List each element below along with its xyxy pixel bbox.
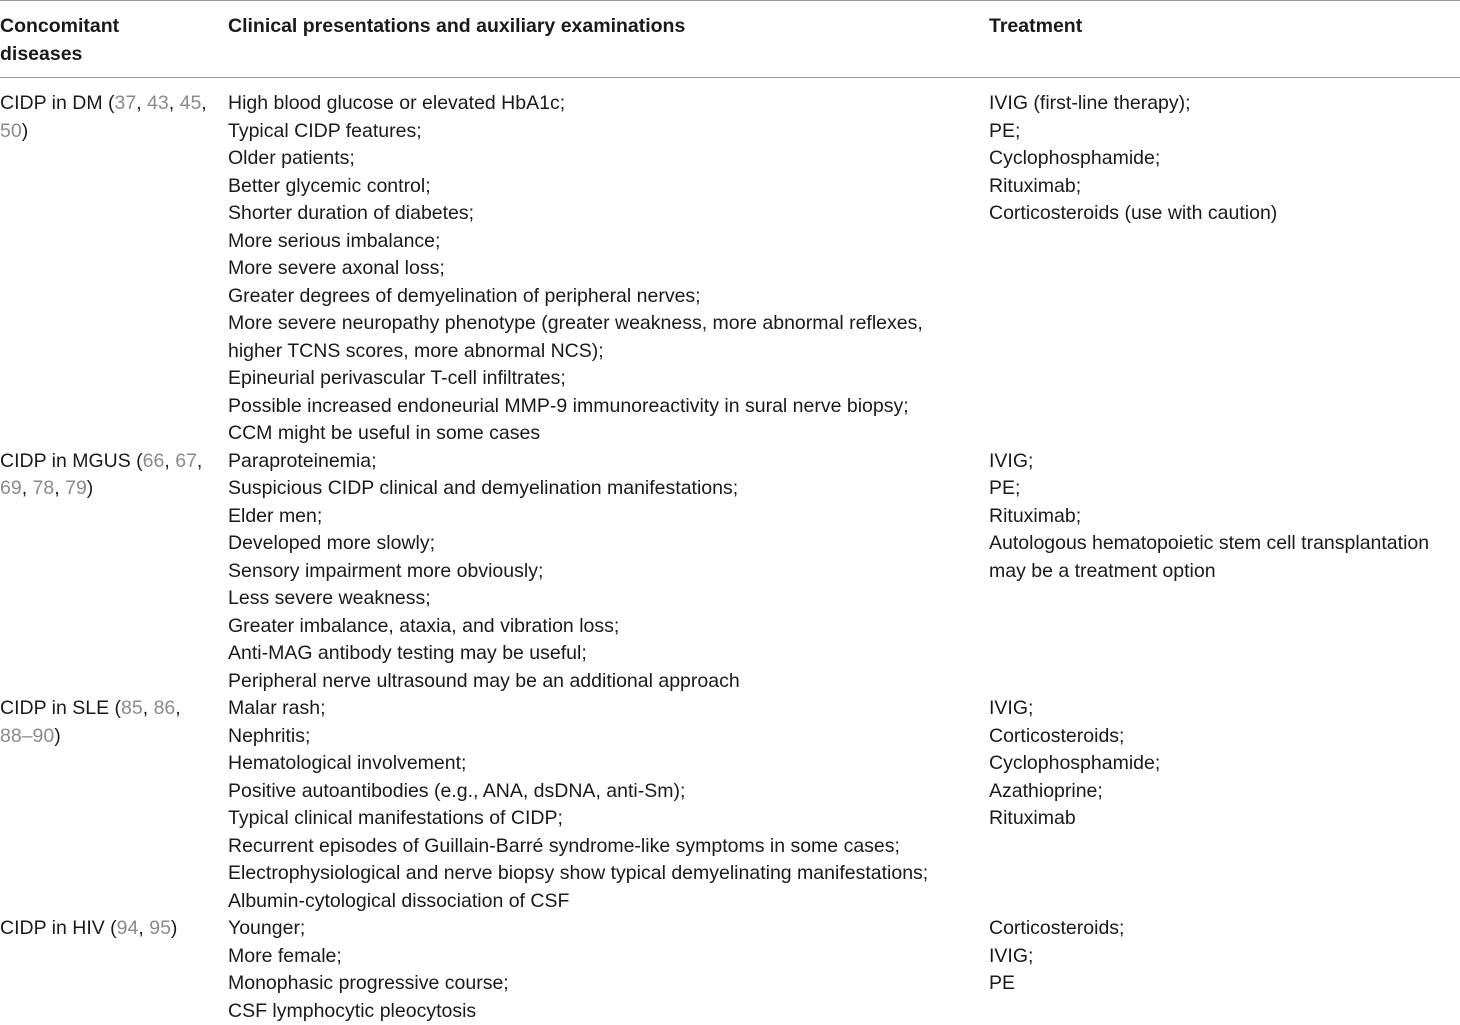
- table-body: [0, 90, 1460, 1025]
- treatment-item: may be a treatment option: [989, 558, 1449, 586]
- treatment-item: IVIG;: [989, 695, 1449, 723]
- treatment-item: Corticosteroids (use with caution): [989, 200, 1449, 228]
- treatment-item: Cyclophosphamide;: [989, 145, 1449, 173]
- cell-concomitant-disease: [0, 90, 215, 145]
- disease-line-2: 69, 78, 79): [0, 475, 215, 503]
- reference-link: 43: [147, 92, 169, 114]
- treatment-item: IVIG (first-line therapy);: [989, 90, 1449, 118]
- presentation-item: Younger;: [228, 915, 968, 943]
- presentation-item: More female;: [228, 943, 968, 971]
- presentation-item: Malar rash;: [228, 695, 968, 723]
- reference-link: 78: [33, 477, 55, 499]
- presentation-item: More severe neuropathy phenotype (greater weakness, more abnormal reflexes,: [228, 310, 968, 338]
- cell-concomitant-disease: [0, 915, 215, 943]
- presentation-item: Typical clinical manifestations of CIDP;: [228, 805, 968, 833]
- reference-link: 37: [115, 92, 137, 114]
- presentation-item: CSF lymphocytic pleocytosis: [228, 998, 968, 1025]
- treatment-item: Rituximab: [989, 805, 1449, 833]
- presentation-item: More serious imbalance;: [228, 228, 968, 256]
- cell-clinical-presentations: [228, 695, 968, 915]
- presentation-item: Peripheral nerve ultrasound may be an additional approach: [228, 668, 968, 696]
- disease-line-1: CIDP in MGUS (66, 67,: [0, 448, 215, 476]
- presentation-item: Nephritis;: [228, 723, 968, 751]
- table-row: [0, 915, 1460, 1025]
- presentation-item: Monophasic progressive course;: [228, 970, 968, 998]
- table-top-rule: [0, 0, 1460, 1]
- presentation-item: Recurrent episodes of Guillain-Barré syndrome-like symptoms in some cases;: [228, 833, 968, 861]
- presentation-item: Elder men;: [228, 503, 968, 531]
- treatment-item: PE;: [989, 118, 1449, 146]
- reference-link: 66: [143, 450, 165, 472]
- disease-line-1: CIDP in SLE (85, 86,: [0, 695, 215, 723]
- presentation-item: Older patients;: [228, 145, 968, 173]
- presentation-item: Possible increased endoneurial MMP-9 immunoreactivity in sural nerve biopsy;: [228, 393, 968, 421]
- table-header-rule: [0, 77, 1460, 78]
- presentation-item: Sensory impairment more obviously;: [228, 558, 968, 586]
- disease-line-1: CIDP in DM (37, 43, 45,: [0, 90, 215, 118]
- disease-line-1: CIDP in HIV (94, 95): [0, 915, 215, 943]
- presentation-item: More severe axonal loss;: [228, 255, 968, 283]
- presentation-item: Paraproteinemia;: [228, 448, 968, 476]
- header-treatment: Treatment: [989, 13, 1449, 41]
- disease-close-paren: ): [22, 120, 29, 142]
- treatment-item: Cyclophosphamide;: [989, 750, 1449, 778]
- presentation-item: High blood glucose or elevated HbA1c;: [228, 90, 968, 118]
- cell-concomitant-disease: [0, 695, 215, 750]
- presentation-item: Better glycemic control;: [228, 173, 968, 201]
- disease-close-paren: ): [87, 477, 94, 499]
- table-row: [0, 448, 1460, 696]
- cell-clinical-presentations: [228, 915, 968, 1025]
- presentation-item: Greater imbalance, ataxia, and vibration loss;: [228, 613, 968, 641]
- disease-line-2: [0, 723, 215, 751]
- cell-treatment: [989, 90, 1449, 228]
- presentation-item: Shorter duration of diabetes;: [228, 200, 968, 228]
- treatment-item: Rituximab;: [989, 173, 1449, 201]
- treatment-item: Corticosteroids;: [989, 915, 1449, 943]
- treatment-item: IVIG;: [989, 448, 1449, 476]
- reference-link: 94: [117, 917, 139, 939]
- presentation-item: Less severe weakness;: [228, 585, 968, 613]
- presentation-item: Hematological involvement;: [228, 750, 968, 778]
- presentation-item: Electrophysiological and nerve biopsy show typical demyelinating manifestations;: [228, 860, 968, 888]
- cell-treatment: [989, 448, 1449, 586]
- header-clinical-presentations: Clinical presentations and auxiliary examinations: [228, 13, 968, 41]
- reference-link: 85: [121, 697, 143, 719]
- treatment-item: IVIG;: [989, 943, 1449, 971]
- header-col1-line1: Concomitant: [0, 13, 215, 41]
- treatment-item: Corticosteroids;: [989, 723, 1449, 751]
- presentation-item: Developed more slowly;: [228, 530, 968, 558]
- presentation-item: Typical CIDP features;: [228, 118, 968, 146]
- disease-name: CIDP in SLE (: [0, 697, 121, 719]
- reference-link: 88–90: [0, 725, 54, 747]
- table-row: [0, 90, 1460, 448]
- presentation-item: Greater degrees of demyelination of peripheral nerves;: [228, 283, 968, 311]
- disease-name: CIDP in MGUS (: [0, 450, 143, 472]
- cell-treatment: [989, 695, 1449, 833]
- presentation-item: higher TCNS scores, more abnormal NCS);: [228, 338, 968, 366]
- cell-concomitant-disease: [0, 448, 215, 503]
- header-col1-line2: diseases: [0, 41, 215, 69]
- disease-name: CIDP in HIV (: [0, 917, 117, 939]
- treatment-item: Rituximab;: [989, 503, 1449, 531]
- cell-clinical-presentations: [228, 90, 968, 448]
- presentation-item: Albumin-cytological dissociation of CSF: [228, 888, 968, 916]
- header-concomitant-diseases: [0, 13, 215, 68]
- reference-link: 50: [0, 120, 22, 142]
- treatment-item: Autologous hematopoietic stem cell transplantation: [989, 530, 1449, 558]
- reference-link: 45: [180, 92, 202, 114]
- presentation-item: CCM might be useful in some cases: [228, 420, 968, 448]
- reference-link: 69: [0, 477, 22, 499]
- reference-link: 86: [154, 697, 176, 719]
- cell-clinical-presentations: [228, 448, 968, 696]
- treatment-item: PE;: [989, 475, 1449, 503]
- disease-line-2: [0, 118, 215, 146]
- disease-close-paren: ): [171, 917, 178, 939]
- reference-link: 95: [149, 917, 171, 939]
- presentation-item: Epineurial perivascular T-cell infiltrates;: [228, 365, 968, 393]
- presentation-item: Positive autoantibodies (e.g., ANA, dsDNA, anti-Sm);: [228, 778, 968, 806]
- presentation-item: Anti-MAG antibody testing may be useful;: [228, 640, 968, 668]
- presentation-item: Suspicious CIDP clinical and demyelination manifestations;: [228, 475, 968, 503]
- treatment-item: PE: [989, 970, 1449, 998]
- cell-treatment: [989, 915, 1449, 998]
- disease-name: CIDP in DM (: [0, 92, 115, 114]
- treatment-item: Azathioprine;: [989, 778, 1449, 806]
- disease-close-paren: ): [54, 725, 61, 747]
- reference-link: 79: [65, 477, 87, 499]
- table-row: [0, 695, 1460, 915]
- reference-link: 67: [175, 450, 197, 472]
